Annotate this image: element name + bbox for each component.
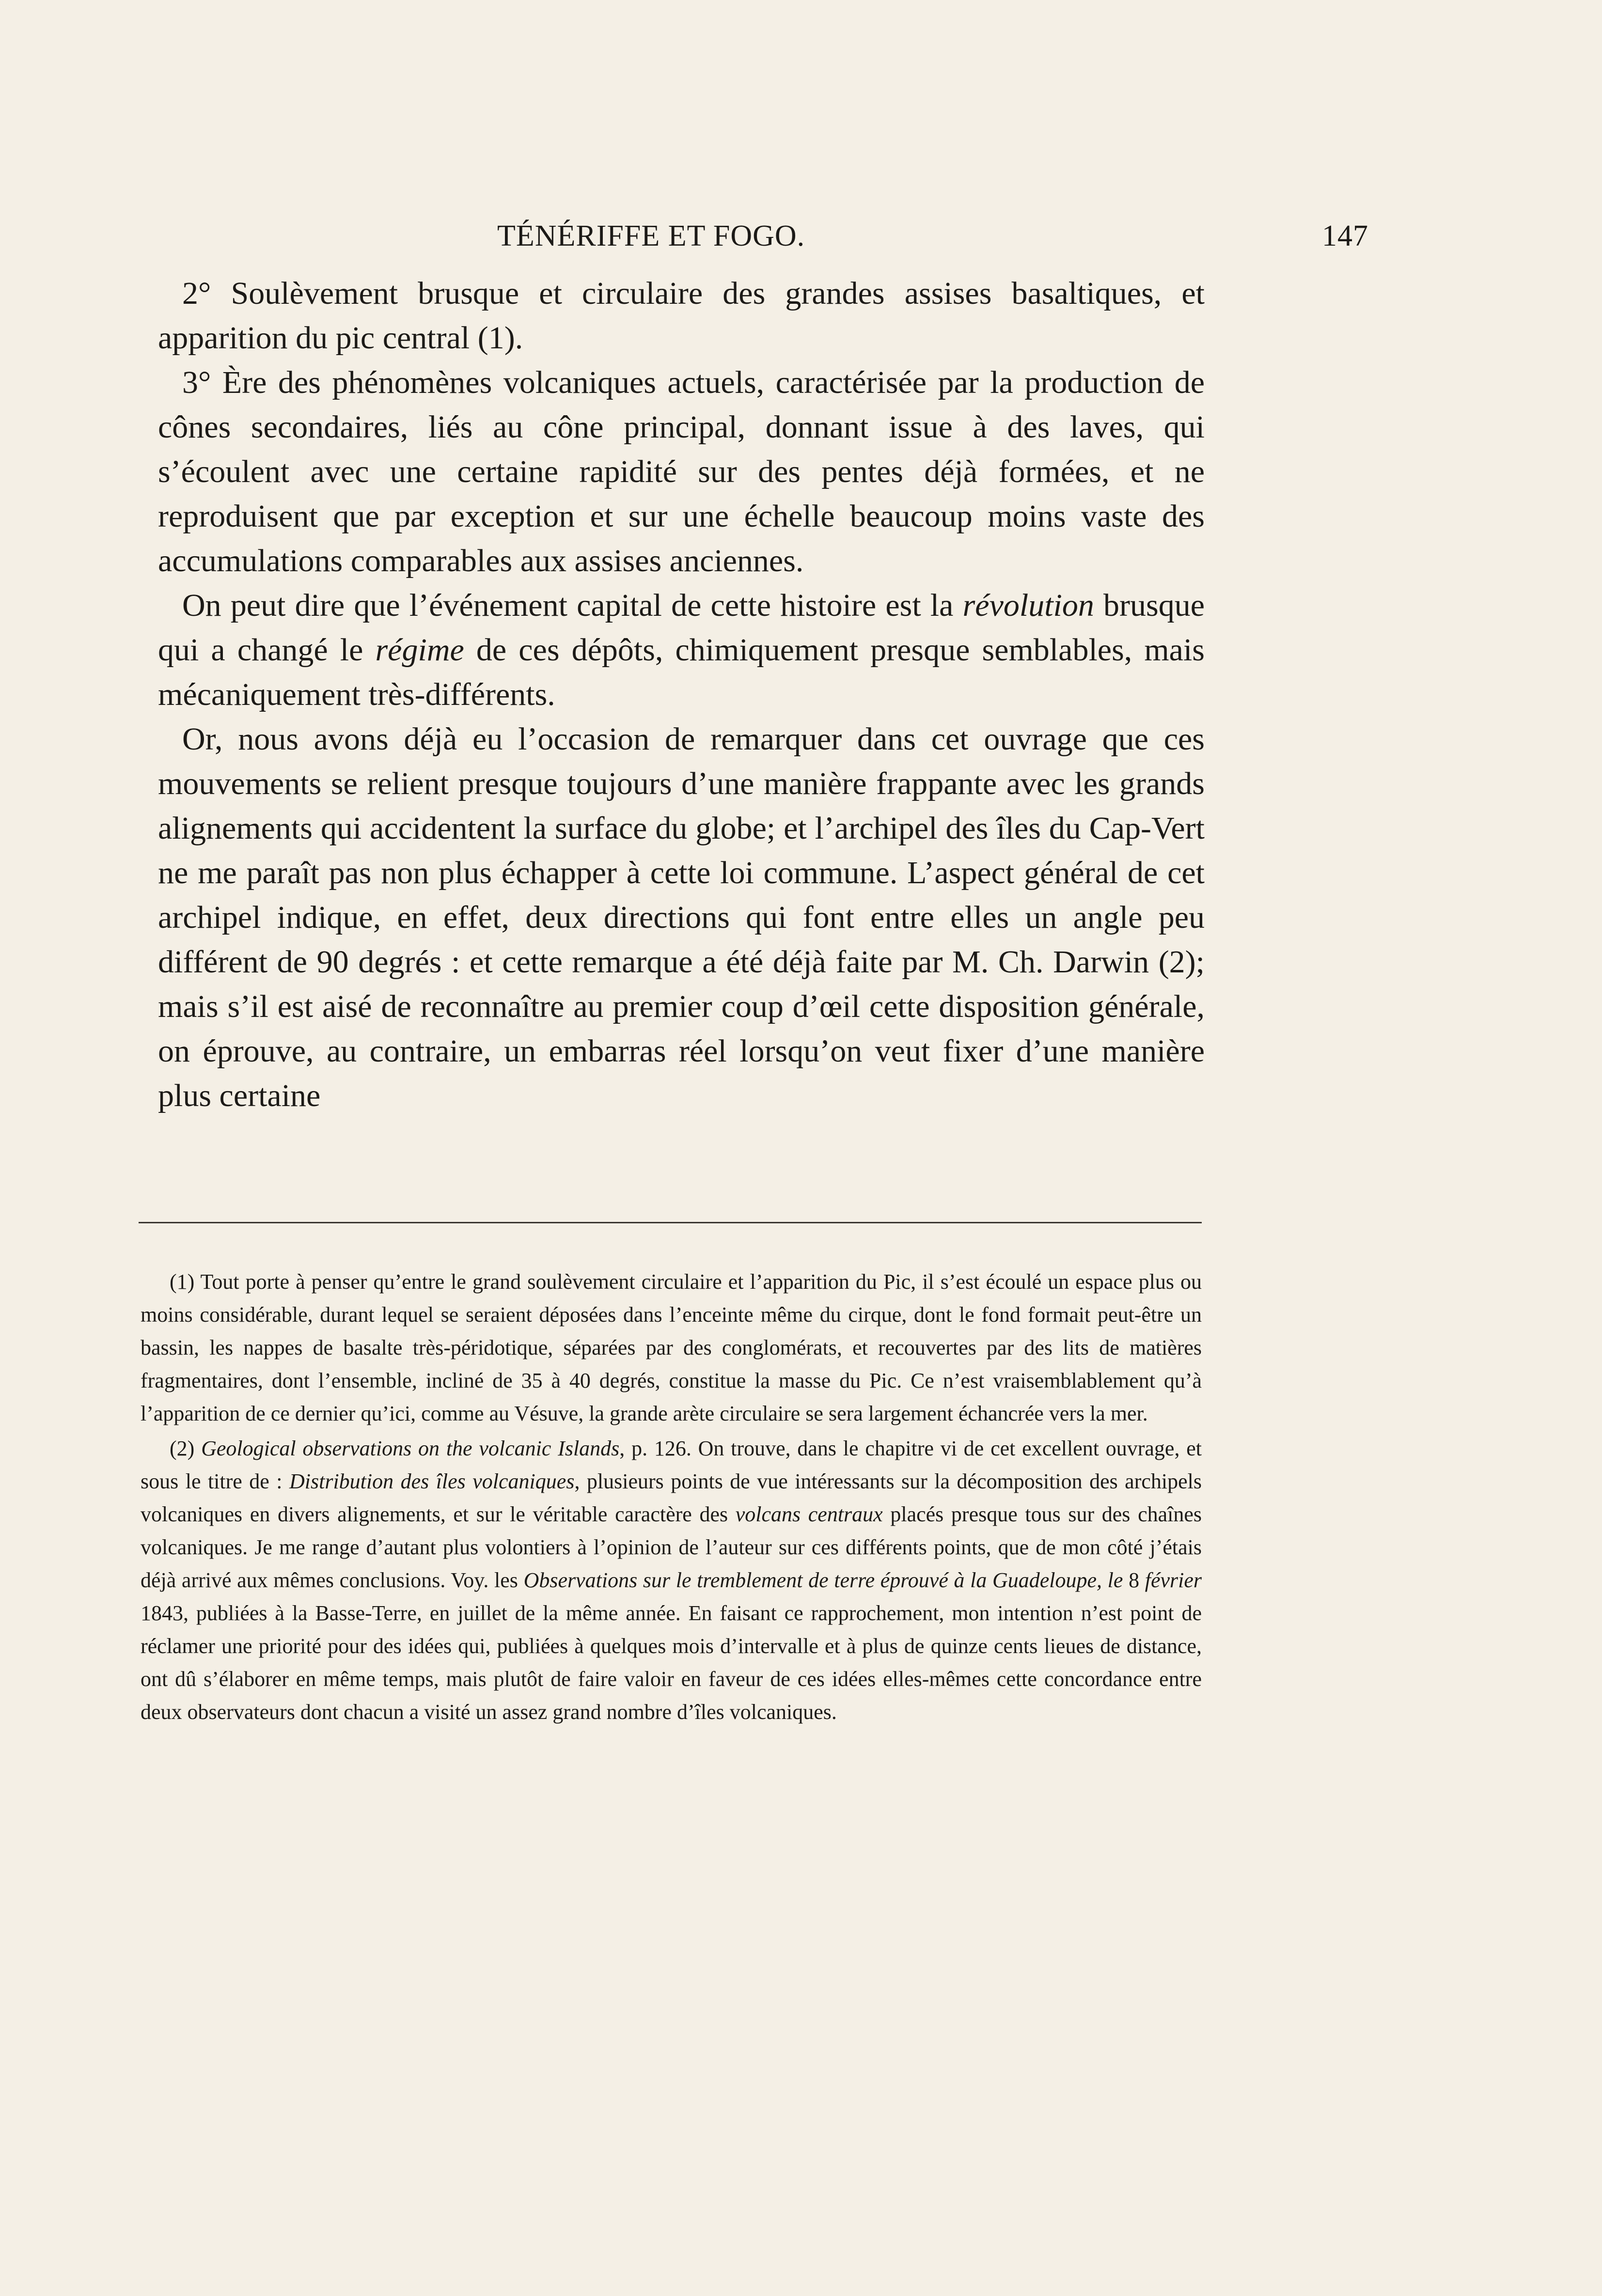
italic-title: Distribution des îles volcaniques [289,1469,575,1493]
paragraph-1: 2° Soulèvement brusque et circulaire des grandes assises basaltiques, et apparition du pic central (1). [158,276,1205,356]
text-span: placés presque tous sur des chaînes volcaniques. Je me range d’autant plus volontiers à l’opinion de l’auteur sur ces différents points, que de mon côté j’étais déjà arrivé aux mêmes conclusions. Voy. les [141,1502,1202,1592]
text-span: , p. 126. On trouve, dans le chapitre vi de cet excellent ouvrage, et sous le titre de : [141,1437,1202,1493]
italic-term: régime [375,632,464,668]
text-span: brusque qui a changé le [158,588,1205,668]
main-text [158,271,1205,1118]
paragraph-4: Or, nous avons déjà eu l’occasion de remarquer dans cet ouvrage que ces mouvements se relient presque toujours d’une manière frappante avec les grands alignements qui accidentent la surface du globe; et l’archipel des îles du Cap-Vert ne me paraît pas non plus échapper à cette loi commune. L’aspect général de cet archipel indique, en effet, deux directions qui font entre elles un angle peu différent de 90 degrés : et cette remarque a été déjà faite par M. Ch. Darwin (2); mais s’il est aisé de reconnaître au premier coup d’œil cette disposition générale, on éprouve, au contraire, un embarras réel lorsqu’on veut fixer d’une manière plus certaine [158,721,1205,1113]
page-header [187,219,1368,267]
text-span: On peut dire que l’événement capital de cette histoire est la [182,588,963,623]
text-span: 8 [1123,1568,1145,1592]
text-span: , plusieurs points de vue intéressants sur la décomposition des archipels volcaniques en divers alignements, et sur le véritable caractère des [141,1469,1202,1526]
italic-title: Observations sur le tremblement de terre éprouvé à la Guadeloupe, le [523,1568,1123,1592]
footnote-divider [139,1222,1202,1223]
italic-title: Geological observations on the volcanic Islands [201,1437,620,1460]
paragraph-2: 3° Ère des phénomènes volcaniques actuels, caractérisée par la production de cônes secondaires, liés au cône principal, donnant issue à des laves, qui s’écoulent avec une certaine rapidité sur des pentes déjà formées, et ne reproduisent que par exception et sur une échelle beaucoup moins vaste des accumulations comparables aux assises anciennes. [158,365,1205,578]
footnotes [141,1265,1202,1731]
footnote-2 [141,1432,1202,1729]
paragraph-3 [158,583,1205,717]
running-title: TÉNÉRIFFE ET FOGO. [497,219,805,252]
text-span: (2) [170,1437,202,1460]
footnote-1: (1) Tout porte à penser qu’entre le grand soulèvement circulaire et l’apparition du Pic, il s’est écoulé un espace plus ou moins considérable, durant lequel se seraient déposées dans l’enceinte même du cirque, dont le fond formait peut-être un bassin, les nappes de basalte très-péridotique, séparées par des conglomérats, et recouvertes par des lits de matières fragmentaires, dont l’ensemble, incliné de 35 à 40 degrés, constitue la masse du Pic. Ce n’est vraisemblablement qu’à l’apparition de ce dernier qu’ici, comme au Vésuve, la grande arète circulaire se sera largement échancrée vers la mer. [141,1270,1202,1425]
italic-term: volcans centraux [735,1502,883,1526]
text-span: 1843, publiées à la Basse-Terre, en juillet de la même année. En faisant ce rapprochement, mon intention n’est point de réclamer une priorité pour des idées qui, publiées à quelques mois d’intervalle et à plus de quinze cents lieues de distance, ont dû s’élaborer en même temps, mais plutôt de faire valoir en faveur de ces idées elles-mêmes cette concordance entre deux observateurs dont chacun a visité un assez grand nombre d’îles volcaniques. [141,1601,1202,1724]
page-number: 147 [1322,219,1368,252]
italic-term: février [1145,1568,1202,1592]
italic-term: révolution [962,588,1094,623]
text-span: de ces dépôts, chimiquement presque semblables, mais mécaniquement très-différents. [158,632,1205,712]
